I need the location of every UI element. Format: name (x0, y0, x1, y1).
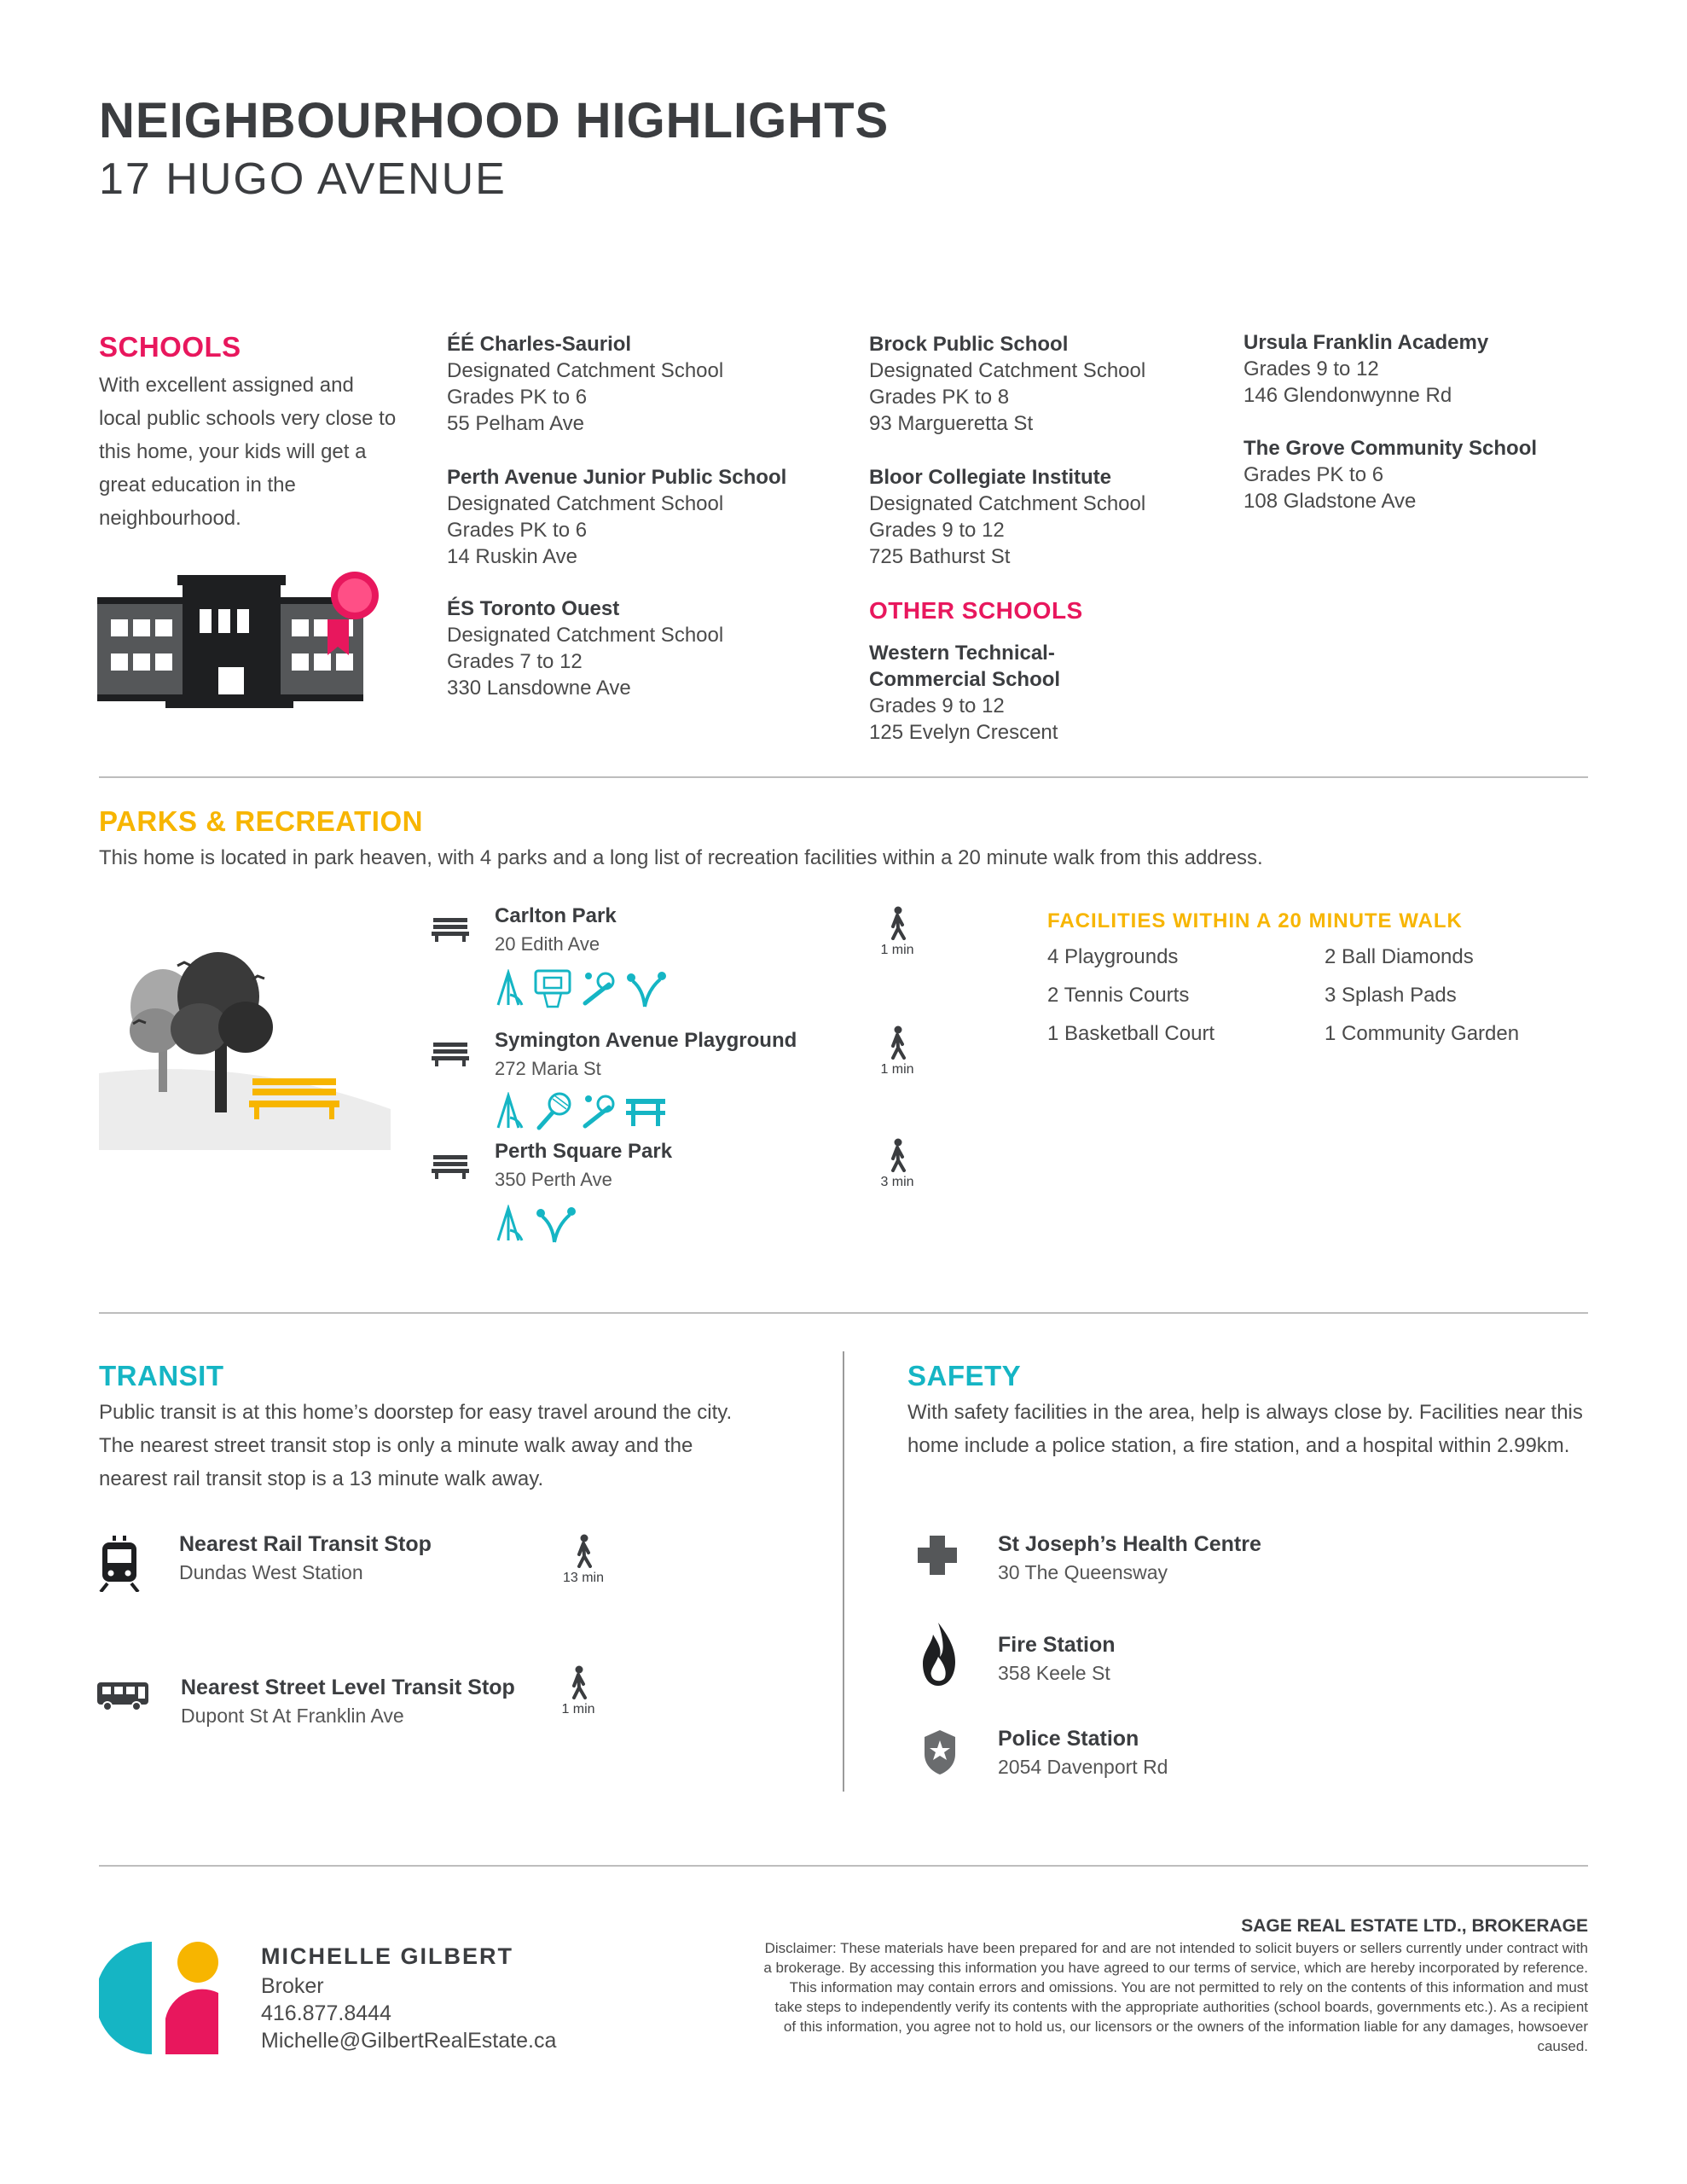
fire-station-name: Fire Station (998, 1633, 1116, 1657)
school-detail: 146 Glendonwynne Rd (1244, 384, 1452, 407)
train-icon (99, 1536, 140, 1592)
page-title: NEIGHBOURHOOD HIGHLIGHTS (99, 93, 890, 148)
other-schools-title: OTHER SCHOOLS (869, 597, 1083, 624)
school-detail: 14 Ruskin Ave (447, 545, 577, 568)
transit-title: TRANSIT (99, 1360, 224, 1391)
park-amenity-icons (493, 969, 672, 1013)
safety-title: SAFETY (907, 1360, 1022, 1391)
section-divider (99, 1865, 1588, 1867)
school-block (869, 331, 1145, 437)
walk-time-label: 1 min (880, 943, 914, 957)
school-name: ÉÉ Charles-Sauriol (447, 333, 632, 356)
column-divider (843, 1351, 844, 1792)
park-name: Perth Square Park (495, 1140, 673, 1163)
street-stop-label: Nearest Street Level Transit Stop (181, 1676, 515, 1699)
school-detail: 330 Lansdowne Ave (447, 677, 631, 700)
bench-icon (432, 1039, 471, 1068)
basketball-icon (536, 971, 570, 1007)
school-block (869, 640, 1060, 746)
bus-icon (96, 1681, 150, 1711)
baseball-icon (585, 973, 613, 1003)
splash-pad-icon (627, 972, 666, 1007)
facilities-title: FACILITIES WITHIN A 20 MINUTE WALK (1047, 909, 1463, 932)
park-address: 272 Maria St (495, 1058, 601, 1079)
walking-person-icon (885, 1138, 909, 1172)
park-illustration-icon (99, 945, 394, 1150)
school-detail: Grades 9 to 12 (869, 519, 1005, 542)
school-building-icon (97, 566, 387, 713)
playground-icon (498, 1095, 522, 1128)
school-detail: Grades PK to 8 (869, 386, 1010, 409)
disclaimer-text: Disclaimer: These materials have been prepared for and are not intended to solicit buyers or sellers currently under contract with a brokerage. By accessing this information you have agreed to our terms of service, which are hereby incorporated by reference. This information may contain errors and omissions. You are not permitted to rely on the contents of this information and must take steps to independently verify its contents with the appropriate authorities (school boards, governments etc.). As a recipient of this information, you agree not to hold us, our licensors or the owners of the information liable for any damages, howsoever caused. (763, 1940, 1588, 2054)
hospital-name: St Joseph’s Health Centre (998, 1532, 1261, 1556)
school-detail: Grades PK to 6 (1244, 463, 1384, 486)
park-address: 350 Perth Ave (495, 1169, 612, 1190)
agent-role: Broker (261, 1974, 324, 1998)
walk-time-label: 13 min (562, 1571, 605, 1585)
section-divider (99, 1312, 1588, 1314)
bench-icon (432, 1152, 471, 1181)
facility-item: 2 Ball Diamonds (1325, 945, 1474, 968)
baseball-icon (585, 1095, 613, 1126)
school-detail: Designated Catchment School (869, 359, 1146, 382)
school-block (447, 464, 786, 570)
school-detail: Designated Catchment School (869, 492, 1146, 515)
school-block (447, 595, 723, 701)
parks-description: This home is located in park heaven, with 4 parks and a long list of recreation facilities within a 20 minute walk from this address. (99, 846, 1263, 869)
transit-description: Public transit is at this home’s doorstep for easy travel around the city. The nearest street transit stop is only a minute walk away and the nearest rail transit stop is a 13 minute walk away. (99, 1401, 733, 1490)
school-block (869, 464, 1145, 570)
walk-time (544, 1665, 612, 1717)
school-block (1244, 435, 1537, 514)
fire-station-address: 358 Keele St (998, 1662, 1110, 1684)
police-station-name: Police Station (998, 1727, 1139, 1751)
school-detail: Designated Catchment School (447, 359, 724, 382)
school-detail: Grades 9 to 12 (1244, 357, 1379, 380)
property-address: 17 HUGO AVENUE (99, 154, 507, 204)
brokerage-logo (99, 1938, 225, 2063)
walk-time (863, 1138, 931, 1190)
park-name: Symington Avenue Playground (495, 1029, 797, 1052)
school-name: Ursula Franklin Academy (1244, 331, 1489, 354)
park-amenity-icons (493, 1092, 672, 1136)
school-block (1244, 329, 1488, 409)
facility-item: 1 Community Garden (1325, 1022, 1520, 1045)
school-detail: Grades 7 to 12 (447, 650, 583, 673)
picnic-table-icon (626, 1099, 665, 1126)
school-detail: 125 Evelyn Crescent (869, 721, 1058, 744)
walking-person-icon (885, 1025, 909, 1060)
police-station-address: 2054 Davenport Rd (998, 1756, 1168, 1778)
facility-item: 1 Basketball Court (1047, 1022, 1215, 1045)
school-detail: 55 Pelham Ave (447, 412, 585, 435)
school-name: Western Technical- (869, 642, 1055, 665)
walking-person-icon (571, 1534, 595, 1568)
school-name: ÉS Toronto Ouest (447, 597, 620, 620)
school-name: Bloor Collegiate Institute (869, 466, 1112, 489)
school-name: The Grove Community School (1244, 437, 1538, 460)
safety-description: With safety facilities in the area, help is always close by. Facilities near this home include a police station, a fire station, and a hospital within 2.99km. (907, 1401, 1583, 1457)
parks-title: PARKS & RECREATION (99, 805, 423, 837)
facility-item: 2 Tennis Courts (1047, 984, 1190, 1007)
park-name: Carlton Park (495, 904, 617, 927)
facility-item: 3 Splash Pads (1325, 984, 1457, 1007)
police-badge-icon (923, 1728, 957, 1776)
schools-title: SCHOOLS (99, 331, 241, 363)
walking-person-icon (566, 1665, 590, 1699)
school-block (447, 331, 723, 437)
school-name: Commercial School (869, 668, 1061, 691)
walk-time (549, 1534, 617, 1586)
bench-icon (432, 915, 471, 944)
walking-person-icon (885, 906, 909, 940)
school-detail: Grades PK to 6 (447, 519, 588, 542)
school-name: Brock Public School (869, 333, 1069, 356)
rail-stop-name: Dundas West Station (179, 1561, 363, 1583)
facility-item: 4 Playgrounds (1047, 945, 1179, 968)
agent-name: MICHELLE GILBERT (261, 1943, 513, 1969)
agent-email[interactable]: Michelle@GilbertRealEstate.ca (261, 2029, 557, 2053)
brokerage-name: SAGE REAL ESTATE LTD., BROKERAGE (1241, 1916, 1588, 1936)
school-detail: Grades 9 to 12 (869, 694, 1005, 717)
fire-icon (921, 1621, 957, 1687)
rail-stop-label: Nearest Rail Transit Stop (179, 1532, 432, 1556)
walk-time (863, 1025, 931, 1077)
walk-time-label: 1 min (880, 1062, 914, 1077)
school-name: Perth Avenue Junior Public School (447, 466, 787, 489)
walk-time-label: 3 min (880, 1175, 914, 1189)
walk-time (863, 906, 931, 958)
school-detail: Grades PK to 6 (447, 386, 588, 409)
school-detail: 108 Gladstone Ave (1244, 490, 1417, 513)
playground-icon (498, 1208, 522, 1240)
school-detail: Designated Catchment School (447, 492, 724, 515)
hospital-cross-icon (916, 1534, 959, 1577)
tennis-icon (539, 1094, 570, 1128)
section-divider (99, 776, 1588, 778)
street-stop-name: Dupont St At Franklin Ave (181, 1705, 404, 1727)
school-detail: 725 Bathurst St (869, 545, 1011, 568)
splash-pad-icon (536, 1207, 576, 1242)
school-detail: Designated Catchment School (447, 624, 724, 647)
hospital-address: 30 The Queensway (998, 1561, 1168, 1583)
agent-phone[interactable]: 416.877.8444 (261, 2001, 391, 2025)
park-address: 20 Edith Ave (495, 933, 600, 955)
playground-icon (498, 973, 522, 1005)
school-detail: 93 Margueretta St (869, 412, 1034, 435)
walk-time-label: 1 min (561, 1702, 595, 1716)
park-amenity-icons (493, 1205, 587, 1248)
schools-description: With excellent assigned and local public schools very close to this home, your kids will get a great education in the neighbourhood. (99, 374, 397, 530)
